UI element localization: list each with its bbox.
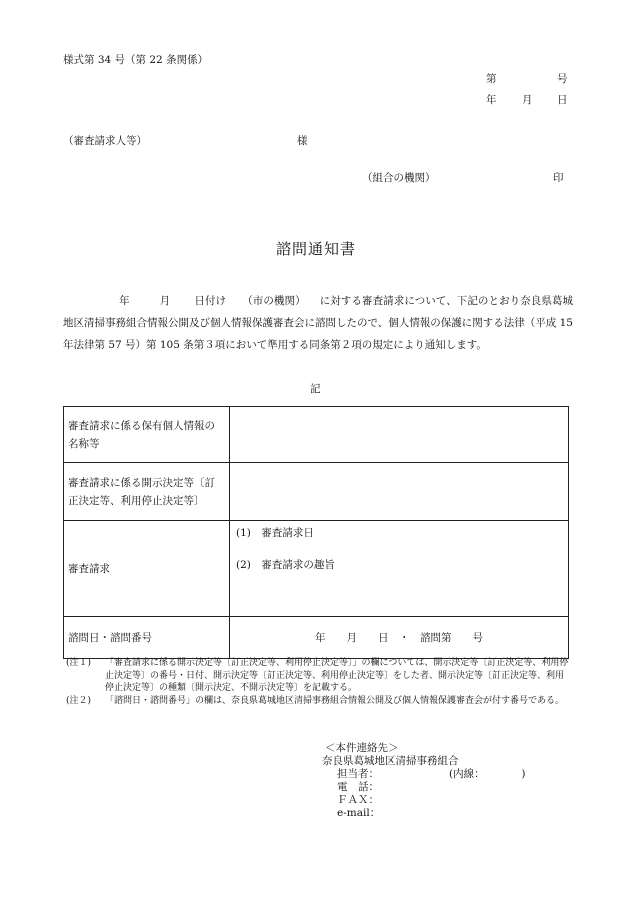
date-year: 年: [486, 94, 497, 106]
table-row: [64, 521, 569, 617]
row4-label: 諮問日・諮問番号: [64, 617, 230, 659]
contact-email: e-mail：: [337, 807, 381, 819]
row3-value: [230, 521, 569, 617]
requester-sama: 様: [297, 135, 308, 147]
body-org: （市の機関）: [242, 295, 306, 307]
ki-label: 記: [310, 383, 321, 395]
contact-block: [322, 742, 526, 820]
note-1-text: 「審査請求に係る開示決定等〔訂正決定等、利用停止決定等〕」の欄については、開示決定等〔訂正決定等、利用停止決定等〕の番号・日付、開示決定等〔訂正決定等、利用停止決定等〕をした者、開示決定等〔訂正決定等、利用停止決定等〕の種類〔開示決定、不開示決定等〕を記載する。: [105, 658, 569, 693]
note-1: [66, 657, 572, 695]
note-2-text: 「諮問日・諮問番号」の欄は、奈良県葛城地区清掃事務組合情報公開及び個人情報保護審査会が付す番号である。: [105, 695, 565, 706]
table-row: [64, 463, 569, 521]
body-month: 月: [159, 295, 171, 307]
notes: [66, 657, 572, 707]
body-day: 日付け: [194, 295, 227, 307]
note-1-number: (注１): [66, 658, 92, 668]
row1-value: [230, 407, 569, 463]
contact-person: 担当者：: [337, 768, 379, 780]
contact-fax: ＦＡＸ：: [337, 794, 379, 806]
date-month: 月: [522, 94, 533, 106]
date-day: 日: [557, 94, 568, 106]
requester-label: （審査請求人等）: [63, 135, 147, 147]
row3-label: 審査請求: [64, 521, 230, 617]
form-table: [63, 406, 569, 659]
doc-number-go: 号: [557, 73, 568, 85]
body-text: に対する審査請求について、下記のとおり奈良県葛城地区清掃事務組合情報公開及び個人情報保護審査会に諮問したので、個人情報の保護に関する法律（平成 15 年法律第 57 号）第 105 条第３項において準用する同条第２項の規定により通知します。: [63, 295, 574, 351]
row3-item2: (2) 審査請求の趣旨: [236, 559, 335, 571]
contact-person-row: [337, 768, 525, 781]
row1-label: 審査請求に係る保有個人情報の名称等: [64, 407, 230, 463]
row2-label: 審査請求に係る開示決定等〔訂正決定等、利用停止決定等〕: [64, 463, 230, 521]
table-row: [64, 617, 569, 659]
issuer-seal: 印: [553, 172, 564, 184]
table-row: [64, 407, 569, 463]
page-title: 諮問通知書: [276, 240, 357, 258]
row3-item1: (1) 審査請求日: [236, 527, 314, 539]
contact-org: 奈良県葛城地区清掃事務組合: [322, 755, 459, 767]
body-paragraph: [63, 290, 573, 356]
contact-extension: (内線： ): [449, 768, 526, 780]
issuer-label: （組合の機関）: [362, 172, 436, 184]
body-year: 年: [119, 295, 130, 307]
doc-number-dai: 第: [486, 73, 497, 85]
contact-phone: 電 話：: [337, 781, 379, 793]
note-2-number: (注２): [66, 695, 92, 706]
note-2: [66, 695, 572, 708]
form-number: 様式第 34 号（第 22 条関係）: [63, 54, 209, 66]
contact-heading: ＜本件連絡先＞: [325, 742, 399, 754]
row2-value: [230, 463, 569, 521]
row4-value: 年 月 日 ・ 諮問第 号: [230, 617, 569, 659]
